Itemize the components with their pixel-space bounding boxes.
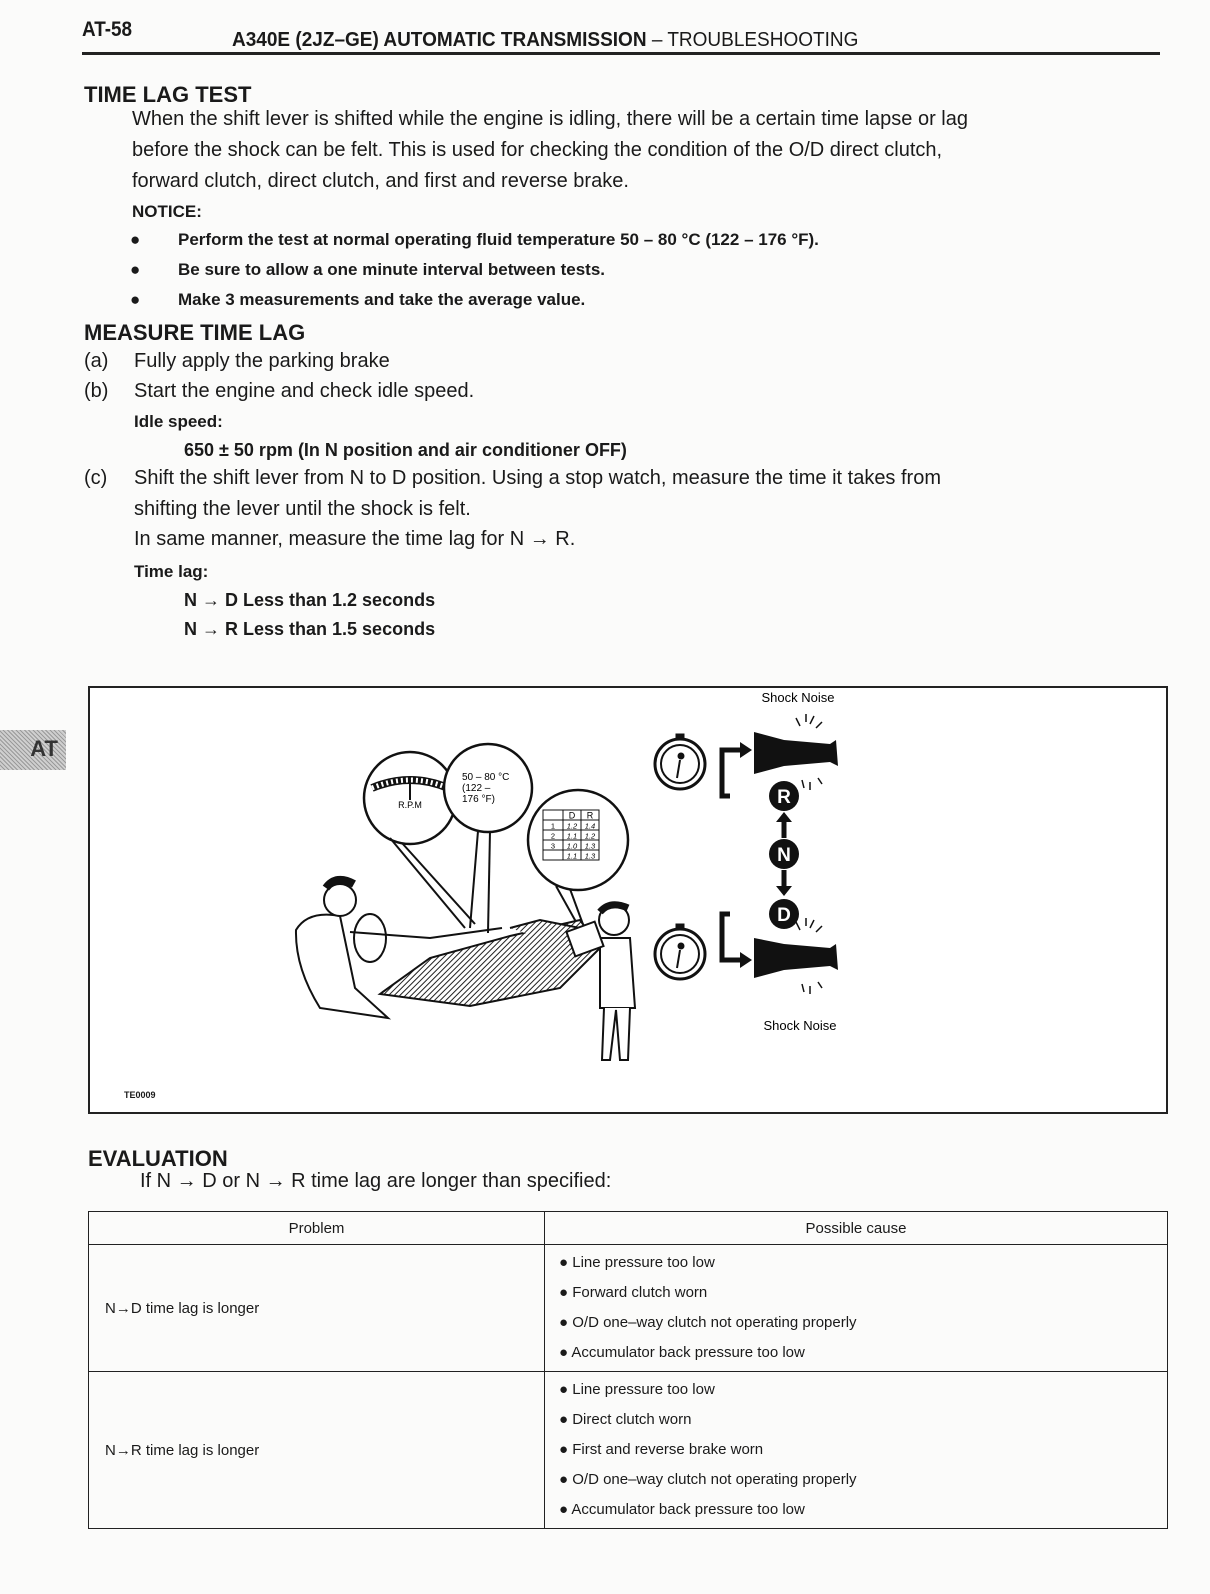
record-table-text: 1.2	[566, 821, 578, 831]
gear-n-label: N	[777, 845, 791, 866]
cause-item: ● Accumulator back pressure too low	[559, 1344, 805, 1361]
cause-item: ● O/D one–way clutch not operating properly	[559, 1471, 857, 1488]
bullet-icon: ●	[130, 260, 141, 279]
idle-speed-value: 650 ± 50 rpm (In N position and air conditioner OFF)	[184, 440, 627, 460]
notice-list	[130, 230, 819, 320]
temp-fahrenheit-open: (122 –	[462, 783, 491, 794]
gear-d-label: D	[777, 905, 791, 926]
bullet-icon: ●	[130, 290, 141, 309]
record-table-text: 3	[550, 841, 556, 851]
step-label: (b)	[84, 380, 109, 402]
record-table-text: 1.2	[584, 831, 596, 841]
temp-celsius: 50 – 80 °C	[462, 772, 510, 783]
page-number: AT-58	[82, 18, 133, 41]
cause-item: ● First and reverse brake worn	[559, 1441, 764, 1458]
column-header-problem: Problem	[89, 1212, 545, 1245]
technician-drawing	[566, 905, 635, 1060]
arrow-to-shock-top	[722, 750, 740, 796]
time-lag-nr: N → R Less than 1.5 seconds	[184, 619, 436, 639]
record-table-cell	[543, 850, 563, 860]
header-title-main: A340E (2JZ–GE) AUTOMATIC TRANSMISSION	[232, 29, 647, 51]
time-lag-label: Time lag:	[134, 562, 209, 581]
figure-code: TE0009	[124, 1090, 156, 1100]
cause-item: ● Accumulator back pressure too low	[559, 1501, 805, 1518]
time-lag-illustration	[88, 686, 1168, 1114]
shock-noise-label-bottom: Shock Noise	[763, 1018, 837, 1033]
step-b	[84, 380, 474, 403]
cause-item: ● Forward clutch worn	[559, 1284, 708, 1301]
problem-cell: N→R time lag is longer	[89, 1372, 545, 1529]
record-table-text: 1.0	[566, 841, 578, 851]
column-header-possible-cause: Possible cause	[545, 1212, 1168, 1245]
arrow-to-shock-bottom	[722, 914, 740, 960]
header-divider	[82, 52, 1160, 55]
section-heading-measure-time-lag: MEASURE TIME LAG	[84, 320, 306, 345]
intro-paragraph	[132, 104, 968, 197]
arrow-down-icon	[776, 886, 792, 896]
step-a	[84, 350, 390, 373]
step-label: (a)	[84, 350, 109, 372]
cause-item: ● O/D one–way clutch not operating properly	[559, 1314, 857, 1331]
step-c-nr-instruction: In same manner, measure the time lag for N → R.	[134, 528, 576, 550]
temp-fahrenheit-close: 176 °F)	[462, 794, 495, 805]
page-header-title	[232, 29, 858, 52]
shock-noise-label-top: Shock Noise	[761, 690, 835, 705]
rpm-label: R.P.M	[398, 800, 422, 810]
section-tab-label: AT	[30, 736, 58, 761]
gear-r-label: R	[777, 787, 791, 808]
evaluation-table	[88, 1211, 1168, 1529]
vehicle-driver-drawing	[296, 880, 600, 1018]
step-c	[84, 467, 941, 490]
table-row	[89, 1372, 1168, 1529]
cause-item: ● Direct clutch worn	[559, 1411, 692, 1428]
causes-cell	[545, 1245, 1168, 1372]
arrow-up-icon	[776, 812, 792, 822]
causes-cell	[545, 1372, 1168, 1529]
idle-speed-label: Idle speed:	[134, 412, 223, 431]
step-c-continued: shifting the lever until the shock is felt.	[134, 498, 471, 520]
header-title-section: – TROUBLESHOOTING	[646, 29, 859, 51]
notice-label: NOTICE:	[132, 202, 202, 221]
transmission-icon	[754, 938, 838, 978]
record-table-cell	[543, 810, 563, 820]
table-row	[89, 1245, 1168, 1372]
cause-item: ● Line pressure too low	[559, 1381, 715, 1398]
record-table-text: 1.1	[566, 831, 578, 841]
intro-line: When the shift lever is shifted while the engine is idling, there will be a certain time lapse or lag	[132, 108, 968, 130]
notice-item: ● Make 3 measurements and take the average value.	[130, 290, 586, 309]
record-table-text: 2	[550, 831, 556, 841]
section-heading-evaluation: EVALUATION	[88, 1146, 228, 1171]
section-heading-time-lag-test: TIME LAG TEST	[84, 82, 252, 107]
notice-item: ● Perform the test at normal operating fluid temperature 50 – 80 °C (122 – 176 °F).	[130, 230, 819, 249]
table-header-row	[89, 1212, 1168, 1245]
record-table-text: D	[568, 810, 576, 821]
record-table-text: 1.1	[566, 851, 578, 861]
stopwatch-icon	[655, 924, 705, 979]
intro-line: before the shock can be felt. This is used for checking the condition of the O/D direct clutch,	[132, 139, 943, 161]
intro-line: forward clutch, direct clutch, and first and reverse brake.	[132, 170, 629, 192]
step-text: Start the engine and check idle speed.	[134, 380, 475, 402]
record-table-text: 1.3	[584, 841, 596, 851]
problem-cell: N→D time lag is longer	[89, 1245, 545, 1372]
notice-item: ● Be sure to allow a one minute interval between tests.	[130, 260, 606, 279]
record-table-text: R	[586, 810, 594, 821]
step-text: Shift the shift lever from N to D position. Using a stop watch, measure the time it takes from	[134, 467, 941, 489]
time-lag-nd: N → D Less than 1.2 seconds	[184, 590, 436, 610]
record-table-text: 1.4	[584, 821, 596, 831]
evaluation-intro: If N → D or N → R time lag are longer than specified:	[140, 1170, 612, 1192]
record-table	[543, 810, 599, 861]
stopwatch-icon	[655, 734, 705, 789]
step-label: (c)	[84, 467, 108, 489]
bullet-icon: ●	[130, 230, 141, 249]
transmission-icon	[754, 732, 838, 774]
step-text: Fully apply the parking brake	[134, 350, 390, 372]
record-table-text: 1.3	[584, 851, 596, 861]
illustration-drawing	[90, 688, 1166, 1112]
cause-item: ● Line pressure too low	[559, 1254, 715, 1271]
section-tab-at	[0, 730, 66, 770]
record-table-text: 1	[550, 821, 556, 831]
